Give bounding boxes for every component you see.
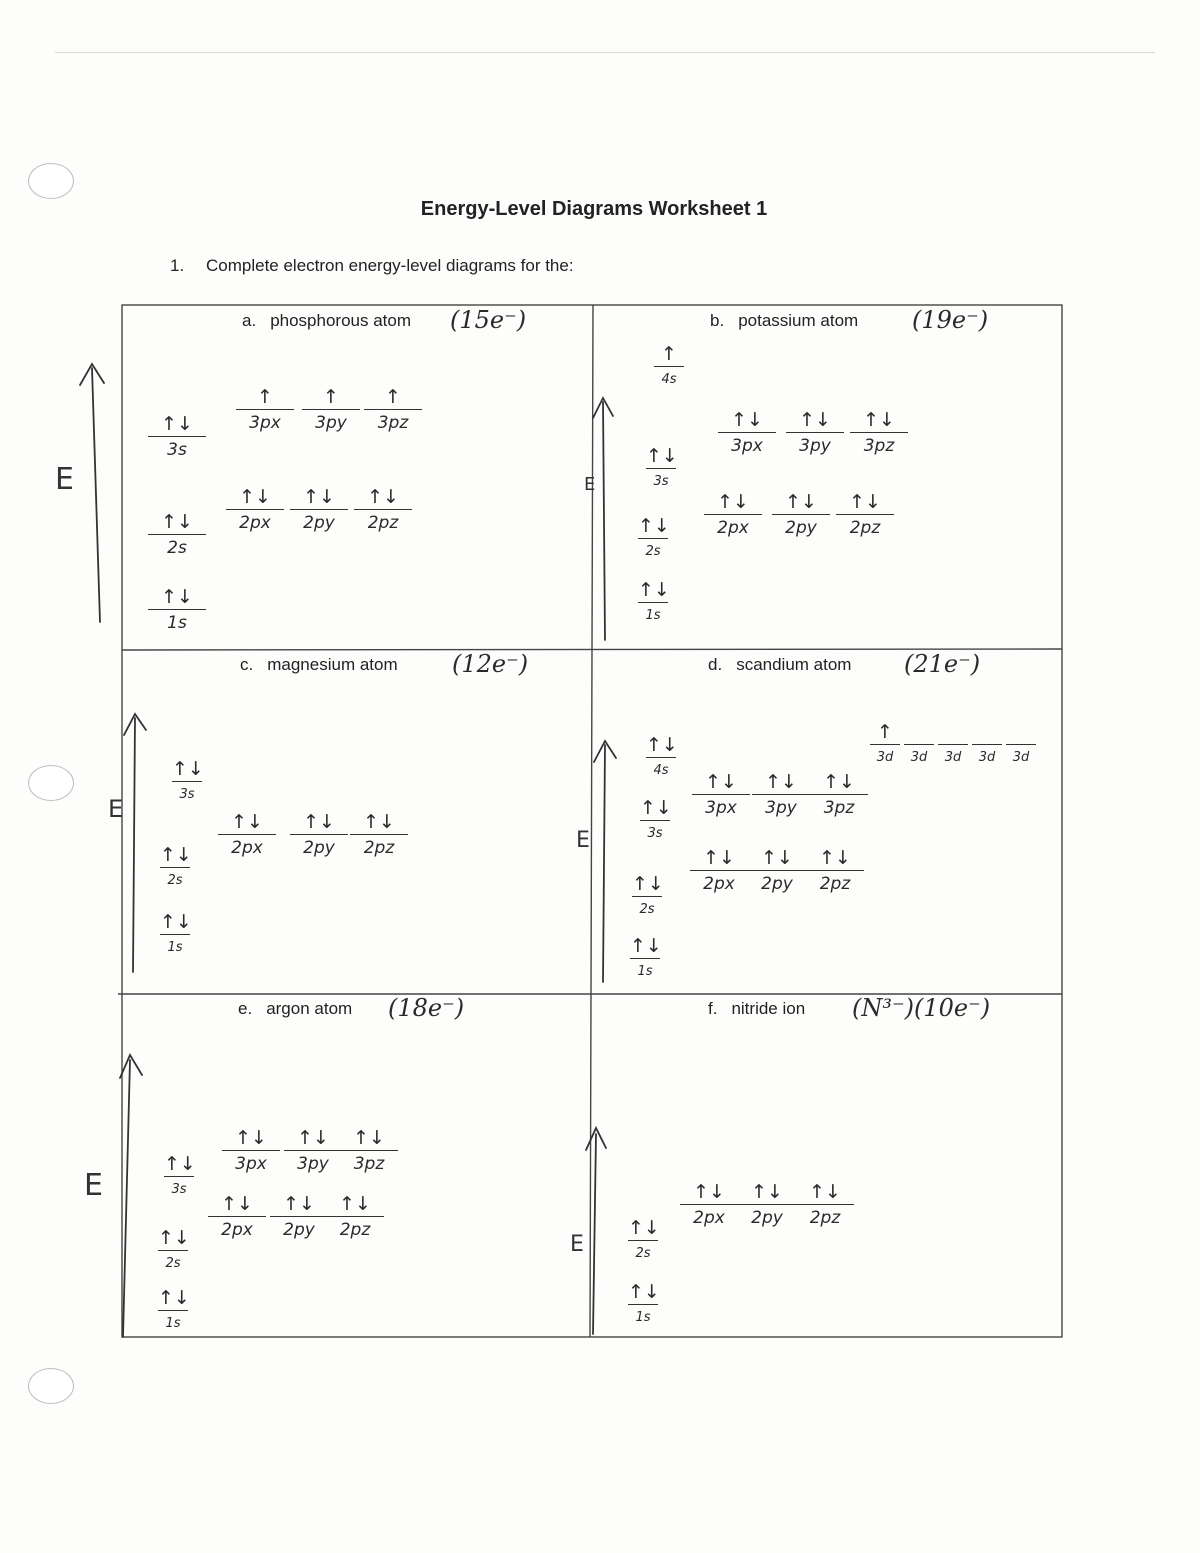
- panel-f-letter: f.: [708, 999, 718, 1018]
- question-number: 1.: [170, 256, 185, 275]
- orbital-b-2px: ↑↓ 2px: [704, 490, 762, 539]
- orbital-e-3py: ↑↓ 3py: [284, 1126, 342, 1175]
- orbital-a-2py: ↑↓ 2py: [290, 485, 348, 534]
- energy-axis-label-a: E: [55, 462, 74, 497]
- panel-d-electron-count: (21e⁻): [904, 650, 981, 678]
- orbital-e-1s: ↑↓ 1s: [158, 1287, 190, 1331]
- orbital-d-3py: ↑↓ 3py: [752, 770, 810, 819]
- orbital-c-2px: ↑↓ 2px: [218, 810, 276, 859]
- orbital-b-3s: ↑↓ 3s: [646, 445, 678, 489]
- energy-axis-label-c: E: [108, 795, 124, 823]
- orbital-d-4s: ↑↓ 4s: [646, 734, 678, 778]
- orbital-f-2py: ↑↓ 2py: [738, 1180, 796, 1229]
- panel-d-label: [708, 655, 851, 675]
- panel-b-title: potassium atom: [738, 311, 859, 330]
- grid-vertical-divider: [590, 305, 593, 1337]
- orbital-f-2s: ↑↓ 2s: [628, 1217, 660, 1261]
- orbital-d-3s: ↑↓ 3s: [640, 797, 672, 841]
- energy-axis-label-f: E: [570, 1232, 584, 1257]
- orbital-e-3pz: ↑↓ 3pz: [340, 1126, 398, 1175]
- orbital-d-2px: ↑↓ 2px: [690, 846, 748, 895]
- orbital-b-1s: ↑↓ 1s: [638, 579, 670, 623]
- orbital-d-3d-1: ↑ 3d: [870, 720, 900, 769]
- orbital-e-2pz: ↑↓ 2pz: [326, 1192, 384, 1241]
- panel-e-title: argon atom: [266, 999, 353, 1018]
- orbital-e-3px: ↑↓ 3px: [222, 1126, 280, 1175]
- worksheet-title: Energy-Level Diagrams Worksheet 1: [420, 198, 768, 220]
- orbital-c-2pz: ↑↓ 2pz: [350, 810, 408, 859]
- panel-a-letter: a.: [242, 311, 257, 330]
- orbital-e-2px: ↑↓ 2px: [208, 1192, 266, 1241]
- orbital-c-2py: ↑↓ 2py: [290, 810, 348, 859]
- orbital-a-2px: ↑↓ 2px: [226, 485, 284, 534]
- energy-axis-label-e: E: [84, 1168, 103, 1203]
- orbital-d-3d-3: 3d: [938, 720, 968, 769]
- orbital-d-2py: ↑↓ 2py: [748, 846, 806, 895]
- energy-axis-label-d: E: [576, 828, 590, 853]
- orbital-c-3s: ↑↓ 3s: [172, 758, 204, 802]
- orbital-a-2s: ↑↓ 2s: [148, 510, 206, 559]
- panel-a-title: phosphorous atom: [270, 311, 412, 330]
- orbital-b-3py: ↑↓ 3py: [786, 408, 844, 457]
- orbital-c-1s: ↑↓ 1s: [160, 911, 192, 955]
- panel-f-title: nitride ion: [731, 999, 806, 1018]
- orbital-f-1s: ↑↓ 1s: [628, 1281, 660, 1325]
- orbital-f-2px: ↑↓ 2px: [680, 1180, 738, 1229]
- orbital-d-3d-5: 3d: [1006, 720, 1036, 769]
- orbital-d-3d-4: 3d: [972, 720, 1002, 769]
- orbital-b-3pz: ↑↓ 3pz: [850, 408, 908, 457]
- orbital-e-3s: ↑↓ 3s: [164, 1153, 196, 1197]
- orbital-a-3pz: ↑ 3pz: [364, 385, 422, 434]
- panel-e-letter: e.: [238, 999, 253, 1018]
- energy-arrow-f: [586, 1128, 606, 1334]
- orbital-d-2pz: ↑↓ 2pz: [806, 846, 864, 895]
- orbital-d-3pz: ↑↓ 3pz: [810, 770, 868, 819]
- orbital-b-4s: ↑ 4s: [654, 342, 684, 391]
- panel-e-label: [238, 999, 352, 1019]
- energy-arrow-a: [80, 364, 104, 622]
- orbital-b-2py: ↑↓ 2py: [772, 490, 830, 539]
- orbital-d-2s: ↑↓ 2s: [632, 873, 664, 917]
- panel-c-label: [240, 655, 398, 675]
- instruction-text: Complete electron energy-level diagrams for the:: [206, 256, 574, 275]
- energy-axis-label-b: E: [584, 474, 596, 495]
- energy-arrow-b: [593, 398, 613, 640]
- energy-arrow-d: [594, 741, 616, 982]
- panel-c-electron-count: (12e⁻): [452, 650, 529, 678]
- panel-f-label: [708, 999, 805, 1019]
- orbital-e-2s: ↑↓ 2s: [158, 1227, 190, 1271]
- orbital-a-3py: ↑ 3py: [302, 385, 360, 434]
- panel-c-title: magnesium atom: [267, 655, 398, 674]
- orbital-a-3s: ↑↓ 3s: [148, 412, 206, 461]
- panel-f-electron-count: (N³⁻)(10e⁻): [852, 994, 991, 1022]
- panel-b-label: [710, 311, 858, 331]
- orbital-a-3px: ↑ 3px: [236, 385, 294, 434]
- orbital-b-2s: ↑↓ 2s: [638, 515, 670, 559]
- orbital-f-2pz: ↑↓ 2pz: [796, 1180, 854, 1229]
- panel-a-electron-count: (15e⁻): [450, 306, 527, 334]
- orbital-a-2pz: ↑↓ 2pz: [354, 485, 412, 534]
- panel-c-letter: c.: [240, 655, 254, 674]
- energy-arrow-c: [124, 714, 146, 972]
- orbital-e-2py: ↑↓ 2py: [270, 1192, 328, 1241]
- panel-d-letter: d.: [708, 655, 723, 674]
- panel-b-letter: b.: [710, 311, 725, 330]
- orbital-b-3px: ↑↓ 3px: [718, 408, 776, 457]
- panel-a-label: [242, 311, 411, 331]
- orbital-d-1s: ↑↓ 1s: [630, 935, 662, 979]
- panel-d-title: scandium atom: [736, 655, 852, 674]
- panel-e-electron-count: (18e⁻): [388, 994, 465, 1022]
- panel-b-electron-count: (19e⁻): [912, 306, 989, 334]
- orbital-c-2s: ↑↓ 2s: [160, 844, 192, 888]
- orbital-d-3d-2: 3d: [904, 720, 934, 769]
- energy-arrow-e: [120, 1055, 142, 1337]
- orbital-b-2pz: ↑↓ 2pz: [836, 490, 894, 539]
- orbital-a-1s: ↑↓ 1s: [148, 585, 206, 634]
- orbital-d-3px: ↑↓ 3px: [692, 770, 750, 819]
